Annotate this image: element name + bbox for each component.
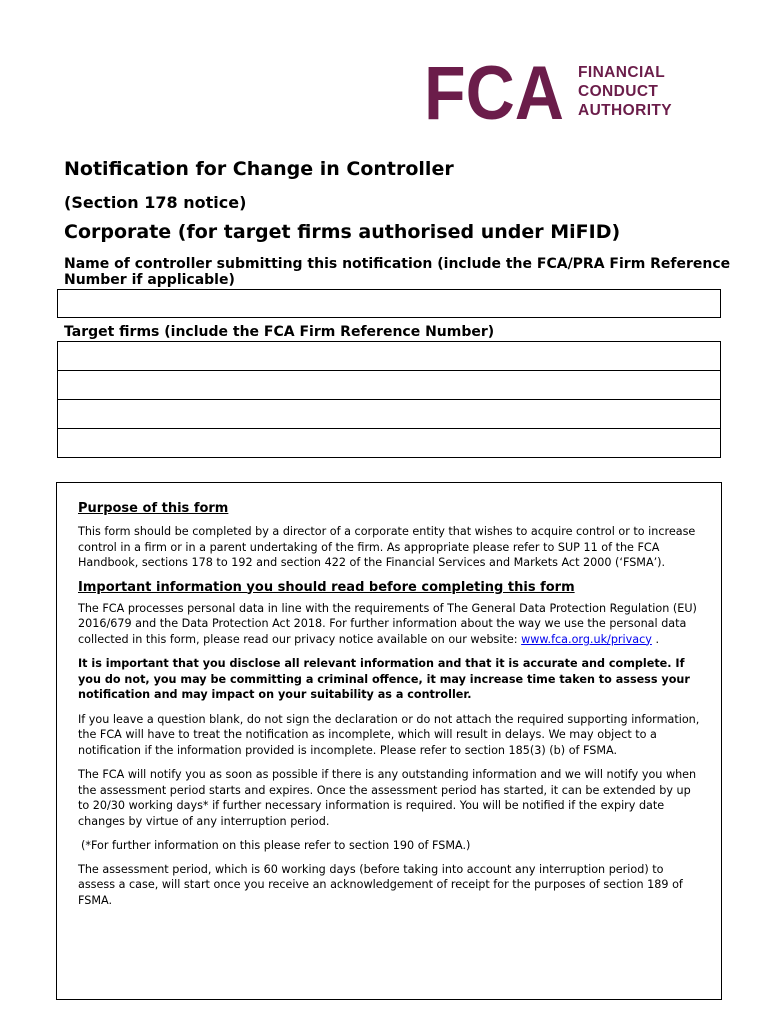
- assessment-period-text: The assessment period, which is 60 working days (before taking into account any interruption period) to assess a case, will start once you receive an acknowledgement of receipt for the purposes of section 189 of FSMA.: [78, 862, 683, 907]
- purpose-text: This form should be completed by a director of a corporate entity that wishes to acquire control or to increase control in a firm or in a parent undertaking of the firm. As appropriate please refer to SUP 11 of the FCA Handbook, sections 178 to 192 and section 422 of the Financial Services and Markets Act 2000 (‘FSMA’).: [78, 525, 696, 569]
- fca-logo-wordmark: [578, 63, 672, 120]
- target-firm-field-1[interactable]: [58, 342, 720, 371]
- target-firm-field-3[interactable]: [58, 400, 720, 429]
- privacy-link[interactable]: www.fca.org.uk/privacy: [521, 632, 652, 646]
- controller-name-label: Name of controller submitting this notification (include the FCA/PRA Firm Reference Number if applicable): [64, 256, 731, 288]
- corporate-heading: Corporate (for target firms authorised under MiFID): [64, 221, 621, 243]
- warning-text: It is important that you disclose all relevant information and that it is accurate and complete. If you do not, you may be committing a criminal offence, it may increase time taken to assess your notification and may impact on your suitability as a controller.: [78, 657, 690, 701]
- privacy-text-end: .: [655, 632, 659, 646]
- blank-question-text: If you leave a question blank, do not sign the declaration or do not attach the required supporting information, the FCA will have to treat the notification as incomplete, which will result in delays. We may object to a notification if the information provided is incomplete. Please refer to section 185(3) (b) of FSMA.: [78, 712, 700, 757]
- purpose-info-box: [56, 482, 722, 1000]
- target-firms-label: Target firms (include the FCA Firm Reference Number): [64, 324, 495, 340]
- footnote-text: (*For further information on this please refer to section 190 of FSMA.): [81, 839, 471, 852]
- logo-word-2: CONDUCT: [578, 83, 659, 100]
- target-firm-field-4[interactable]: [58, 429, 720, 458]
- privacy-text-body: The FCA processes personal data in line with the requirements of The General Data Protection Regulation (EU) 2016/679 and the Data Protection Act 2018. For further information about the way we use the personal data collected in this form, please read our privacy notice available on our website:: [78, 601, 697, 646]
- purpose-heading: Purpose of this form: [78, 501, 229, 516]
- controller-name-field[interactable]: [57, 289, 721, 318]
- logo-word-3: AUTHORITY: [578, 102, 673, 119]
- target-firm-field-2[interactable]: [58, 371, 720, 400]
- logo-word-1: FINANCIAL: [578, 64, 666, 81]
- fca-logo-letters: FCA: [424, 51, 564, 136]
- fca-logo-mark: [424, 51, 564, 136]
- important-info-heading: Important information you should read before completing this form: [78, 579, 575, 595]
- notify-text: The FCA will notify you as soon as possible if there is any outstanding information and we will notify you when the assessment period starts and expires. Once the assessment period has started, it can be extended by up to 20/30 working days* if further necessary information is required. You will be notified if the expiry date changes by virtue of any interruption period.: [78, 768, 697, 828]
- page-title: Notification for Change in Controller: [64, 158, 454, 180]
- fca-logo: [424, 51, 673, 136]
- section-notice: (Section 178 notice): [64, 193, 247, 212]
- target-firms-table: [57, 341, 721, 458]
- privacy-text: [78, 601, 703, 648]
